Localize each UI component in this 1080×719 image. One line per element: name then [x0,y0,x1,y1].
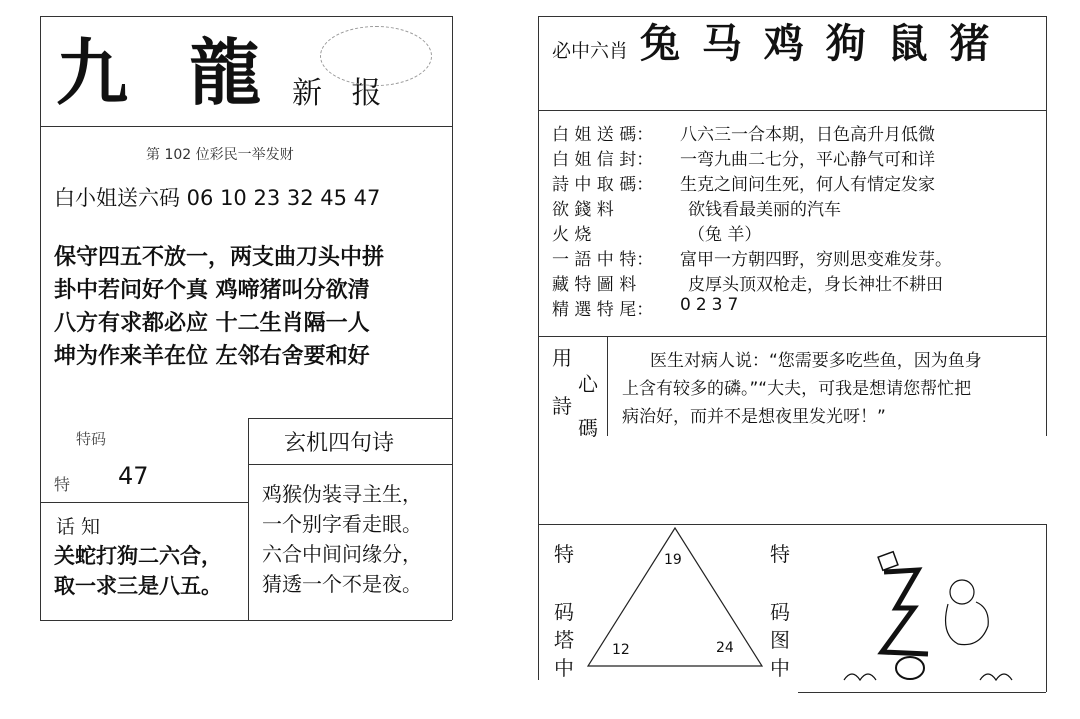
notice-line: 关蛇打狗二六合， [54,543,222,568]
poem-text-line: 医生对病人说：“您需要多吃些鱼，因为鱼身 [650,351,982,371]
xuanji-title: 玄机四句诗 [284,431,395,456]
grass-decoration [844,674,1012,680]
notice-label: 话 知 [56,516,101,538]
triangle-diagram [580,526,770,672]
left-title-divider [40,126,452,127]
tower-left-char: 码 [554,600,574,624]
left-lower-divider [248,418,452,419]
scribble-line [882,570,928,654]
poem-text-line: 病治好，而并不是想夜里发光呀！” [622,407,886,427]
info-row-label: 詩 中 取 碼： [552,175,654,195]
info-row-label: 白 姐 信 封： [552,150,654,170]
xuanji-line: 猜透一个不是夜。 [262,572,422,596]
poem-label-char: 用 [552,346,572,370]
tema-label: 特码 [76,430,107,448]
poem-line: 八方有求都必应 十二生肖隔一人 [54,310,370,336]
tower-left-char: 中 [554,656,574,680]
info-row-label: 精 選 特 尾： [552,300,654,320]
tower-right-border [1046,524,1047,692]
info-row-label: 藏 特 圖 料 [552,275,637,295]
poem-label-char: 心 [578,372,598,396]
info-row-value: 皮厚头顶双枪走，身长神壮不耕田 [688,275,943,295]
tower-right-char: 特 [770,542,790,566]
coin-icon [896,657,924,679]
figure-head [950,580,974,604]
xuanji-line: 鸡猴伪装寻主生， [262,482,422,506]
left-lower-vertical [248,418,249,620]
poem-line: 坤为作来羊在位 左邻右舍要和好 [54,343,370,369]
info-row-value: 0237 [680,295,744,315]
tower-left-char: 塔 [554,628,574,652]
info-row-value: 生克之间问生死，何人有情定发家 [680,175,935,195]
left-page-border-right [452,16,453,620]
info-row-value: 富甲一方朝四野，穷则思变难发芽。 [680,250,952,270]
send-code-line: 白小姐送六码 06 10 23 32 45 47 [54,186,381,210]
triangle-right-number: 24 [716,640,734,656]
tower-bottom-border [798,692,1046,693]
tower-right-char: 图 [770,628,790,652]
left-page-border-bottom [40,620,452,621]
left-page-border-top [40,16,452,17]
tower-right-char: 码 [770,600,790,624]
poem-label-char: 碼 [578,416,598,440]
xuanji-line: 一个别字看走眼。 [262,512,422,536]
info-row-label: 欲 錢 料 [552,200,614,220]
triangle-top-number: 19 [664,552,682,568]
info-row-value: 欲钱看最美丽的汽车 [688,200,841,220]
tower-top-divider [538,524,1046,525]
poem-label-divider [607,336,608,436]
left-title-big: 九 龍 [56,30,280,115]
tema-divider [40,502,248,503]
poem-line: 保守四五不放一，两支曲刀头中拼 [54,244,385,270]
tema-value: 47 [118,462,149,490]
left-title-small: 新 报 [292,76,392,111]
info-row-label: 一 語 中 特： [552,250,654,270]
right-info-divider [538,336,1046,337]
issue-line: 第 102 位彩民一举发财 [146,147,294,163]
tower-left-char: 特 [554,542,574,566]
right-page-border-left [538,16,539,680]
poem-text-line: 上含有较多的磷。”“大夫，可我是想请您帮忙把 [622,379,972,399]
figure-body [946,602,989,645]
info-row-value: （兔 羊） [688,225,762,245]
tema-prefix: 特 [54,475,71,494]
right-header-divider [538,110,1046,111]
info-row-value: 八六三一合本期，日色高升月低微 [680,125,935,145]
tower-right-char: 中 [770,656,790,680]
info-row-value: 一弯九曲二七分，平心静气可和详 [680,150,935,170]
stamp-oval-icon [320,26,432,86]
right-page-border-right [1046,16,1047,436]
notice-line: 取一求三是八五。 [54,573,222,598]
triangle-left-number: 12 [612,642,630,658]
dice-icon [878,552,898,571]
header-big: 兔 马 鸡 狗 鼠 猪 [640,20,994,67]
poem-label-char: 詩 [552,394,572,418]
xuanji-title-divider [248,464,452,465]
info-row-label: 白 姐 送 碼： [552,125,654,145]
header-small: 必中六肖 [552,40,629,62]
left-page-border-left [40,16,41,620]
poem-line: 卦中若问好个真 鸡啼猪叫分欲清 [54,277,370,303]
cartoon-figure-icon [840,548,1040,688]
xuanji-line: 六合中间问缘分， [262,542,422,566]
info-row-label: 火 烧 [552,225,592,245]
